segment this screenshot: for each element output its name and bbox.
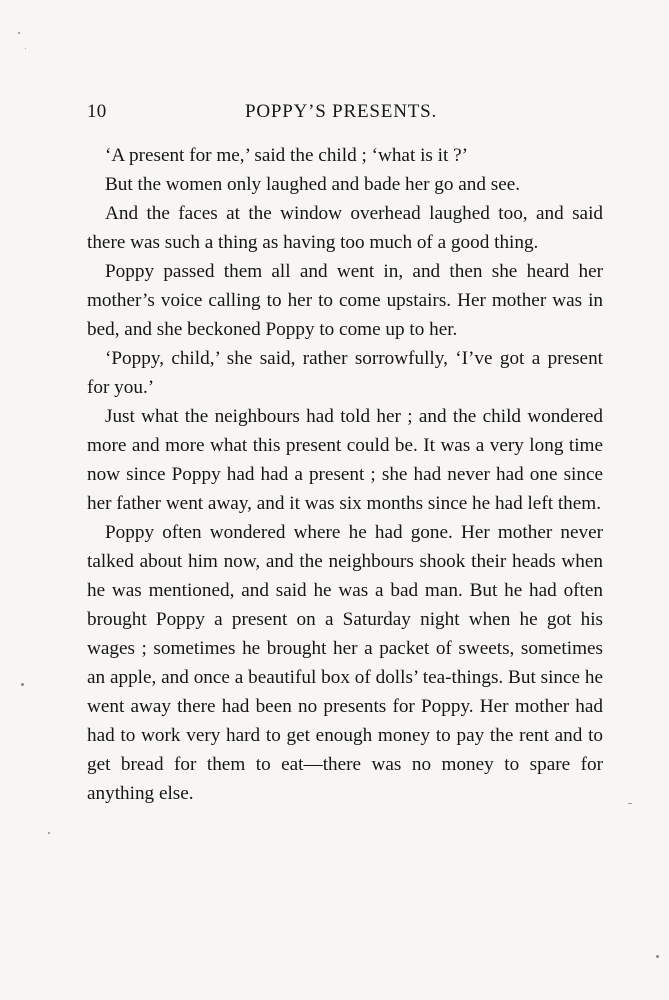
paragraph: And the faces at the window overhead laughed too, and said there was such a thing as having too much of a good thing. [87,203,603,253]
body-text [87,141,603,808]
paragraph: ‘Poppy, child,’ she said, rather sorrowfully, ‘I’ve got a present for you.’ [87,348,603,398]
paper-speck [48,832,50,834]
paper-speck [628,803,632,804]
paragraph: Poppy often wondered where he had gone. Her mother never talked about him now, and the neighbours shook their heads when he was mentioned, and said he was a bad man. But he had often brought Poppy a present on a Saturday night when he got his wages ; sometimes he brought her a packet of sweets, sometimes an apple, and once a beautiful box of dolls’ tea-things. But since he went away there had been no presents for Poppy. Her mother had had to work very hard to get enough money to pay the rent and to get bread for them to eat—there was no money to spare for anything else. [87,522,603,804]
paper-speck [21,683,24,686]
paper-speck [656,955,659,958]
paper-speck [18,32,20,34]
paragraph: Poppy passed them all and went in, and then she heard her mother’s voice calling to her to come upstairs. Her mother was in bed, and she beckoned Poppy to come up to her. [87,261,603,340]
page-number: 10 [87,101,107,122]
paper-speck [25,48,26,49]
paragraph: Just what the neighbours had told her ; and the child wondered more and more what this present could be. It was a very long time now since Poppy had had a present ; she had never had one since her father went away, and it was six months since he had left them. [87,406,603,514]
paragraph: But the women only laughed and bade her go and see. [105,174,521,195]
page-header [87,101,607,125]
paragraph: ‘A present for me,’ said the child ; ‘what is it ?’ [105,145,469,166]
running-head: POPPY’S PRESENTS. [245,101,438,122]
